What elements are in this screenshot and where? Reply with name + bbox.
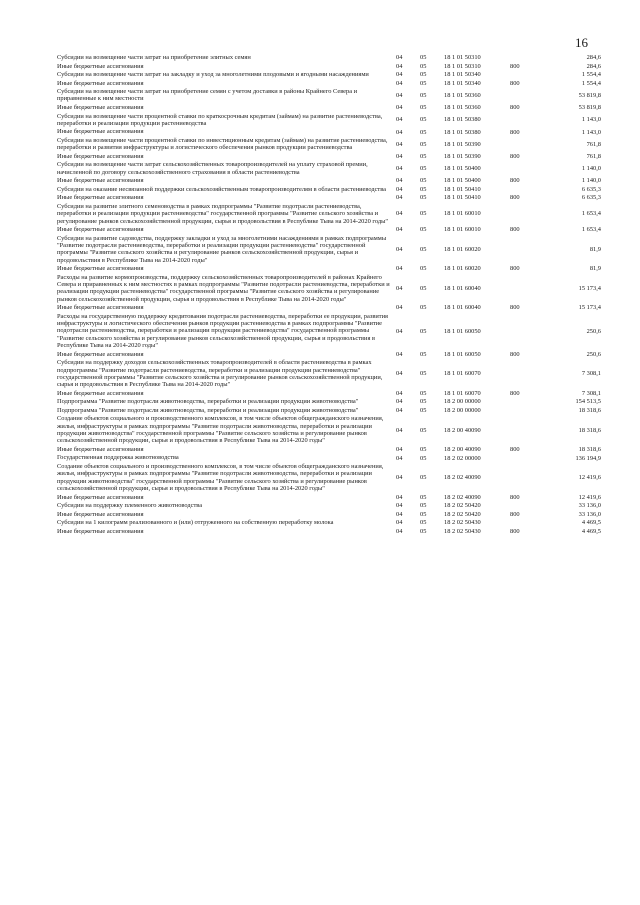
row-subsection: 05: [420, 327, 427, 335]
row-subsection: 05: [420, 527, 427, 535]
row-section: 04: [396, 493, 403, 501]
row-section: 04: [396, 116, 403, 124]
row-section: 04: [396, 177, 403, 185]
table-row: [57, 398, 621, 405]
row-expense-type: 800: [510, 104, 520, 112]
row-name: Создание объектов социального и производственного комплексов, в том числе объектов общегражданского назначения, жилья, инфраструктуры в рамках подпрограммы "Развитие подотрасли животноводства, переработки и реализации продукции животноводства" государственной программы "Развитие сельского хозяйства и регулирование рынков сельскохозяйственной продукции, сырья и продовольствия в Республике Тыва на 2014-2020 годы": [57, 415, 384, 445]
row-expense-type: 800: [510, 510, 520, 518]
row-amount: 1 554,4: [581, 79, 601, 87]
row-section: 04: [396, 194, 403, 202]
table-row: [57, 265, 621, 272]
row-subsection: 05: [420, 116, 427, 124]
table-row: [57, 104, 621, 111]
row-subsection: 05: [420, 71, 427, 79]
table-row: [57, 528, 621, 535]
row-target-code: 18 1 01 50360: [444, 91, 481, 99]
row-section: 04: [396, 519, 403, 527]
table-row: [57, 415, 621, 444]
row-target-code: 18 1 01 50310: [444, 54, 481, 62]
table-row: [57, 494, 621, 501]
row-subsection: 05: [420, 226, 427, 234]
row-section: 04: [396, 91, 403, 99]
row-expense-type: 800: [510, 527, 520, 535]
row-section: 04: [396, 140, 403, 148]
row-subsection: 05: [420, 446, 427, 454]
row-name: Иные бюджетные ассигнования: [57, 265, 144, 273]
table-row: [57, 113, 621, 128]
row-subsection: 05: [420, 502, 427, 510]
table-row: [57, 454, 621, 461]
row-name: Субсидии на поддержку доходов сельскохозяйственных товаропроизводителей в области растениеводства в рамках подпрограммы "Развитие подотрасли растениеводства, переработки и реализации продукции растениеводства" государственной программы "Развитие сельского хозяйства и регулирование рынков сельскохозяйственной продукции, сырья и продовольствия в Республике Тыва на 2014-2020 годы": [57, 359, 383, 389]
row-amount: 15 173,4: [578, 284, 601, 292]
row-subsection: 05: [420, 398, 427, 406]
row-name: Субсидии на возмещение части процентной ставки по краткосрочным кредитам (займам) на развитие растениеводства, переработки и реализации продукции растениеводства: [57, 112, 383, 127]
row-name: Субсидии на оказание несвязанной поддержки сельскохозяйственным товаропроизводителям в области растениеводства: [57, 185, 386, 193]
row-subsection: 05: [420, 454, 427, 462]
row-subsection: 05: [420, 79, 427, 87]
table-row: [57, 88, 621, 103]
table-row: [57, 71, 621, 78]
row-name: Субсидии на возмещение части затрат на приобретение семян с учетом доставки в районы Крайнего Севера и приравненные к ним местности: [57, 88, 358, 103]
row-amount: 154 513,5: [575, 398, 601, 406]
row-target-code: 18 1 01 60040: [444, 304, 481, 312]
row-section: 04: [396, 510, 403, 518]
row-name: Субсидии на возмещение части процентной ставки по инвестиционным кредитам (займам) на развитие растениеводства, переработки и развития инфраструктуры и логистического обеспечения рынков продукции растениеводства: [57, 136, 388, 152]
row-subsection: 05: [420, 165, 427, 173]
row-name: Создание объектов социального и производственного комплексов, в том числе объектов общегражданского назначения, жилья, инфраструктуры в рамках подпрограммы "Развитие подотрасли животноводства, переработки и реализации продукции животноводства" государственной программы "Развитие сельского хозяйства и регулирование рынков сельскохозяйственной продукции, сырья и продовольствия в Республике Тыва на 2014-2020 годы": [57, 462, 384, 492]
row-amount: 6 635,3: [581, 185, 601, 193]
row-target-code: 18 1 01 60040: [444, 284, 481, 292]
row-subsection: 05: [420, 62, 427, 70]
row-expense-type: 800: [510, 493, 520, 501]
row-name: Иные бюджетные ассигнования: [57, 445, 144, 453]
row-section: 04: [396, 474, 403, 482]
row-target-code: 18 1 01 50400: [444, 177, 481, 185]
row-expense-type: 800: [510, 128, 520, 136]
row-subsection: 05: [420, 54, 427, 62]
row-target-code: 18 1 01 50340: [444, 79, 481, 87]
row-target-code: 18 2 02 50430: [444, 519, 481, 527]
row-name: Субсидии на развитие элитного семеноводства в рамках подпрограммы "Развитие подотрасли растениеводства, переработки и реализации продукции растениеводства" государственной программы "Развитие сельского хозяйства и регулирование рынков сельскохозяйственной продукции, сырья и продовольствия в Республике Тыва на 2014-2020 годы": [57, 202, 388, 225]
row-target-code: 18 1 01 60050: [444, 327, 481, 335]
row-section: 04: [396, 454, 403, 462]
row-name: Субсидии на возмещение части затрат на закладку и уход за многолетними плодовыми и ягодными насаждениями: [57, 71, 369, 79]
row-target-code: 18 2 02 00000: [444, 454, 481, 462]
row-target-code: 18 1 01 50410: [444, 194, 481, 202]
row-name: Подпрограмма "Развитие подотрасли животноводства, переработки и реализации продукции животноводства": [57, 398, 359, 406]
row-section: 04: [396, 426, 403, 434]
row-name: Субсидии на 1 килограмм реализованного и (или) отгруженного на собственную переработку молока: [57, 519, 334, 527]
row-subsection: 05: [420, 104, 427, 112]
row-amount: 250,6: [586, 350, 601, 358]
row-expense-type: 800: [510, 177, 520, 185]
row-section: 04: [396, 54, 403, 62]
row-name: Подпрограмма "Развитие подотрасли животноводства, переработки и реализации продукции животноводства": [57, 406, 359, 414]
row-subsection: 05: [420, 406, 427, 414]
row-amount: 81,9: [589, 265, 601, 273]
row-amount: 1 143,0: [581, 128, 601, 136]
row-subsection: 05: [420, 140, 427, 148]
row-target-code: 18 1 01 50360: [444, 104, 481, 112]
row-section: 04: [396, 350, 403, 358]
row-name: Расходы на развитие кормопроизводства, поддержку сельскохозяйственных товаропроизводителей в районах Крайнего Севера и приравненных к ним местностях в рамках подпрограммы "Развитие подотрасли растениеводства, переработки и реализации продукции растениеводства" государственной программы "Развитие сельского хозяйства и регулирование рынков сельскохозяйственной продукции, сырья и продовольствия в Республике Тыва на 2014-2020 годы": [57, 273, 390, 303]
row-amount: 33 136,0: [578, 502, 601, 510]
row-amount: 1 653,4: [581, 226, 601, 234]
row-name: Расходы на государственную поддержку кредитования подотрасли растениеводства, переработки ее продукции, развития инфраструктуры и логистического обеспечения рынков продукции растениеводства в рамках подпрограммы "Развитие подотрасли растениеводства, переработки и реализации продукции растениеводства" государственной программы "Развитие сельского хозяйства и регулирование рынков сельскохозяйственной продукции, сырья и продовольствия в Республике Тыва на 2014-2020 годы": [57, 312, 388, 350]
row-target-code: 18 2 02 50430: [444, 527, 481, 535]
row-amount: 12 419,6: [578, 474, 601, 482]
row-target-code: 18 2 00 00000: [444, 406, 481, 414]
row-subsection: 05: [420, 91, 427, 99]
table-row: [57, 63, 621, 70]
row-section: 04: [396, 245, 403, 253]
row-section: 04: [396, 79, 403, 87]
table-row: [57, 54, 621, 61]
row-name: Иные бюджетные ассигнования: [57, 62, 144, 70]
row-amount: 18 318,6: [578, 446, 601, 454]
row-expense-type: 800: [510, 194, 520, 202]
row-subsection: 05: [420, 284, 427, 292]
row-name: Иные бюджетные ассигнования: [57, 177, 144, 185]
row-subsection: 05: [420, 152, 427, 160]
row-amount: 4 469,5: [581, 519, 601, 527]
row-subsection: 05: [420, 426, 427, 434]
row-name: Субсидии на возмещение части затрат на приобретение элитных семян: [57, 54, 251, 61]
row-name: Иные бюджетные ассигнования: [57, 104, 144, 111]
row-section: 04: [396, 165, 403, 173]
table-row: [57, 463, 621, 492]
row-amount: 1 140,0: [581, 177, 601, 185]
row-name: Иные бюджетные ассигнования: [57, 226, 144, 234]
table-row: [57, 502, 621, 509]
row-section: 04: [396, 370, 403, 378]
row-subsection: 05: [420, 389, 427, 397]
row-target-code: 18 2 02 50420: [444, 502, 481, 510]
row-amount: 33 136,0: [578, 510, 601, 518]
row-amount: 1 140,0: [581, 165, 601, 173]
row-name: Иные бюджетные ассигнования: [57, 527, 144, 535]
row-name: Иные бюджетные ассигнования: [57, 350, 144, 358]
row-section: 04: [396, 389, 403, 397]
row-target-code: 18 1 01 60020: [444, 265, 481, 273]
row-target-code: 18 2 00 00000: [444, 398, 481, 406]
table-row: [57, 390, 621, 397]
row-expense-type: 800: [510, 304, 520, 312]
row-amount: 761,8: [586, 140, 601, 148]
row-subsection: 05: [420, 194, 427, 202]
row-subsection: 05: [420, 474, 427, 482]
row-amount: 4 469,5: [581, 527, 601, 535]
row-name: Иные бюджетные ассигнования: [57, 493, 144, 501]
row-section: 04: [396, 398, 403, 406]
row-name: Субсидии на возмещение части затрат сельскохозяйственных товаропроизводителей на уплату страховой премии, начисленной по договору сельскохозяйственного страхования в области растениеводства: [57, 161, 368, 176]
row-name: Иные бюджетные ассигнования: [57, 194, 144, 202]
table-row: [57, 194, 621, 201]
row-subsection: 05: [420, 493, 427, 501]
table-row: [57, 161, 621, 176]
row-section: 04: [396, 152, 403, 160]
row-section: 04: [396, 265, 403, 273]
row-expense-type: 800: [510, 446, 520, 454]
row-section: 04: [396, 128, 403, 136]
table-row: [57, 446, 621, 453]
row-target-code: 18 1 01 60050: [444, 350, 481, 358]
row-name: Иные бюджетные ассигнования: [57, 304, 144, 312]
row-target-code: 18 1 01 60070: [444, 370, 481, 378]
row-expense-type: 800: [510, 226, 520, 234]
row-section: 04: [396, 327, 403, 335]
row-amount: 7 308,1: [581, 370, 601, 378]
row-subsection: 05: [420, 370, 427, 378]
page-number: 16: [575, 35, 588, 50]
row-target-code: 18 2 00 40090: [444, 446, 481, 454]
row-target-code: 18 2 02 40090: [444, 474, 481, 482]
row-target-code: 18 2 00 40090: [444, 426, 481, 434]
row-amount: 136 194,9: [575, 454, 601, 462]
row-expense-type: 800: [510, 62, 520, 70]
row-subsection: 05: [420, 265, 427, 273]
row-expense-type: 800: [510, 389, 520, 397]
row-subsection: 05: [420, 177, 427, 185]
row-section: 04: [396, 502, 403, 510]
row-amount: 18 318,6: [578, 406, 601, 414]
row-section: 04: [396, 527, 403, 535]
row-expense-type: 800: [510, 265, 520, 273]
row-target-code: 18 1 01 50400: [444, 165, 481, 173]
row-subsection: 05: [420, 350, 427, 358]
row-name: Субсидии на поддержку племенного животноводства: [57, 502, 203, 510]
row-target-code: 18 1 01 60070: [444, 389, 481, 397]
row-target-code: 18 1 01 50310: [444, 62, 481, 70]
row-subsection: 05: [420, 304, 427, 312]
row-section: 04: [396, 304, 403, 312]
row-subsection: 05: [420, 519, 427, 527]
table-row: [57, 407, 621, 414]
row-amount: 7 308,1: [581, 389, 601, 397]
row-subsection: 05: [420, 245, 427, 253]
row-name: Иные бюджетные ассигнования: [57, 128, 144, 136]
row-amount: 1 143,0: [581, 116, 601, 124]
row-target-code: 18 1 01 50340: [444, 71, 481, 79]
row-name: Иные бюджетные ассигнования: [57, 152, 144, 160]
row-amount: 53 819,8: [578, 104, 601, 112]
table-row: [57, 511, 621, 518]
row-expense-type: 800: [510, 79, 520, 87]
row-section: 04: [396, 406, 403, 414]
row-section: 04: [396, 62, 403, 70]
table-row: [57, 226, 621, 233]
table-row: [57, 274, 621, 303]
table-row: [57, 186, 621, 193]
row-target-code: 18 2 02 50420: [444, 510, 481, 518]
row-amount: 81,9: [589, 245, 601, 253]
row-section: 04: [396, 71, 403, 79]
row-amount: 1 554,4: [581, 71, 601, 79]
row-section: 04: [396, 104, 403, 112]
row-amount: 250,6: [586, 327, 601, 335]
row-target-code: 18 2 02 40090: [444, 493, 481, 501]
row-section: 04: [396, 226, 403, 234]
row-name: Иные бюджетные ассигнования: [57, 389, 144, 397]
row-name: Государственная поддержка животноводства: [57, 454, 179, 462]
row-amount: 53 819,8: [578, 91, 601, 99]
row-section: 04: [396, 210, 403, 218]
table-row: [57, 128, 621, 135]
row-subsection: 05: [420, 510, 427, 518]
row-name: Иные бюджетные ассигнования: [57, 510, 144, 518]
row-amount: 18 318,6: [578, 426, 601, 434]
table-row: [57, 137, 621, 152]
row-amount: 6 635,3: [581, 194, 601, 202]
row-amount: 284,6: [586, 54, 601, 62]
table-row: [57, 519, 621, 526]
row-subsection: 05: [420, 128, 427, 136]
table-row: [57, 313, 621, 350]
table-row: [57, 153, 621, 160]
row-section: 04: [396, 446, 403, 454]
table-row: [57, 351, 621, 358]
row-target-code: 18 1 01 60010: [444, 226, 481, 234]
row-subsection: 05: [420, 185, 427, 193]
row-expense-type: 800: [510, 152, 520, 160]
row-amount: 15 173,4: [578, 304, 601, 312]
row-section: 04: [396, 284, 403, 292]
row-name: Субсидии на развитие садоводства, поддержку закладки и уход за многолетними насаждениями в рамках подпрограммы "Развитие подотрасли растениеводства, переработки и реализации продукции растениеводства" государственной программы "Развитие сельского хозяйства и регулирование рынков сельскохозяйственной продукции, сырья и продовольствия в Республике Тыва на 2014-2020 годы": [57, 234, 387, 264]
row-target-code: 18 1 01 50380: [444, 128, 481, 136]
table-row: [57, 304, 621, 311]
budget-table: [57, 54, 621, 536]
table-row: [57, 80, 621, 87]
row-amount: 761,8: [586, 152, 601, 160]
row-subsection: 05: [420, 210, 427, 218]
table-row: [57, 359, 621, 388]
row-name: Иные бюджетные ассигнования: [57, 79, 144, 87]
table-row: [57, 203, 621, 225]
table-row: [57, 235, 621, 264]
row-target-code: 18 1 01 50410: [444, 185, 481, 193]
row-amount: 1 653,4: [581, 210, 601, 218]
row-target-code: 18 1 01 50390: [444, 152, 481, 160]
row-target-code: 18 1 01 60020: [444, 245, 481, 253]
row-target-code: 18 1 01 50380: [444, 116, 481, 124]
row-target-code: 18 1 01 60010: [444, 210, 481, 218]
table-row: [57, 177, 621, 184]
row-target-code: 18 1 01 50390: [444, 140, 481, 148]
row-amount: 12 419,6: [578, 493, 601, 501]
row-section: 04: [396, 185, 403, 193]
row-expense-type: 800: [510, 350, 520, 358]
row-amount: 284,6: [586, 62, 601, 70]
